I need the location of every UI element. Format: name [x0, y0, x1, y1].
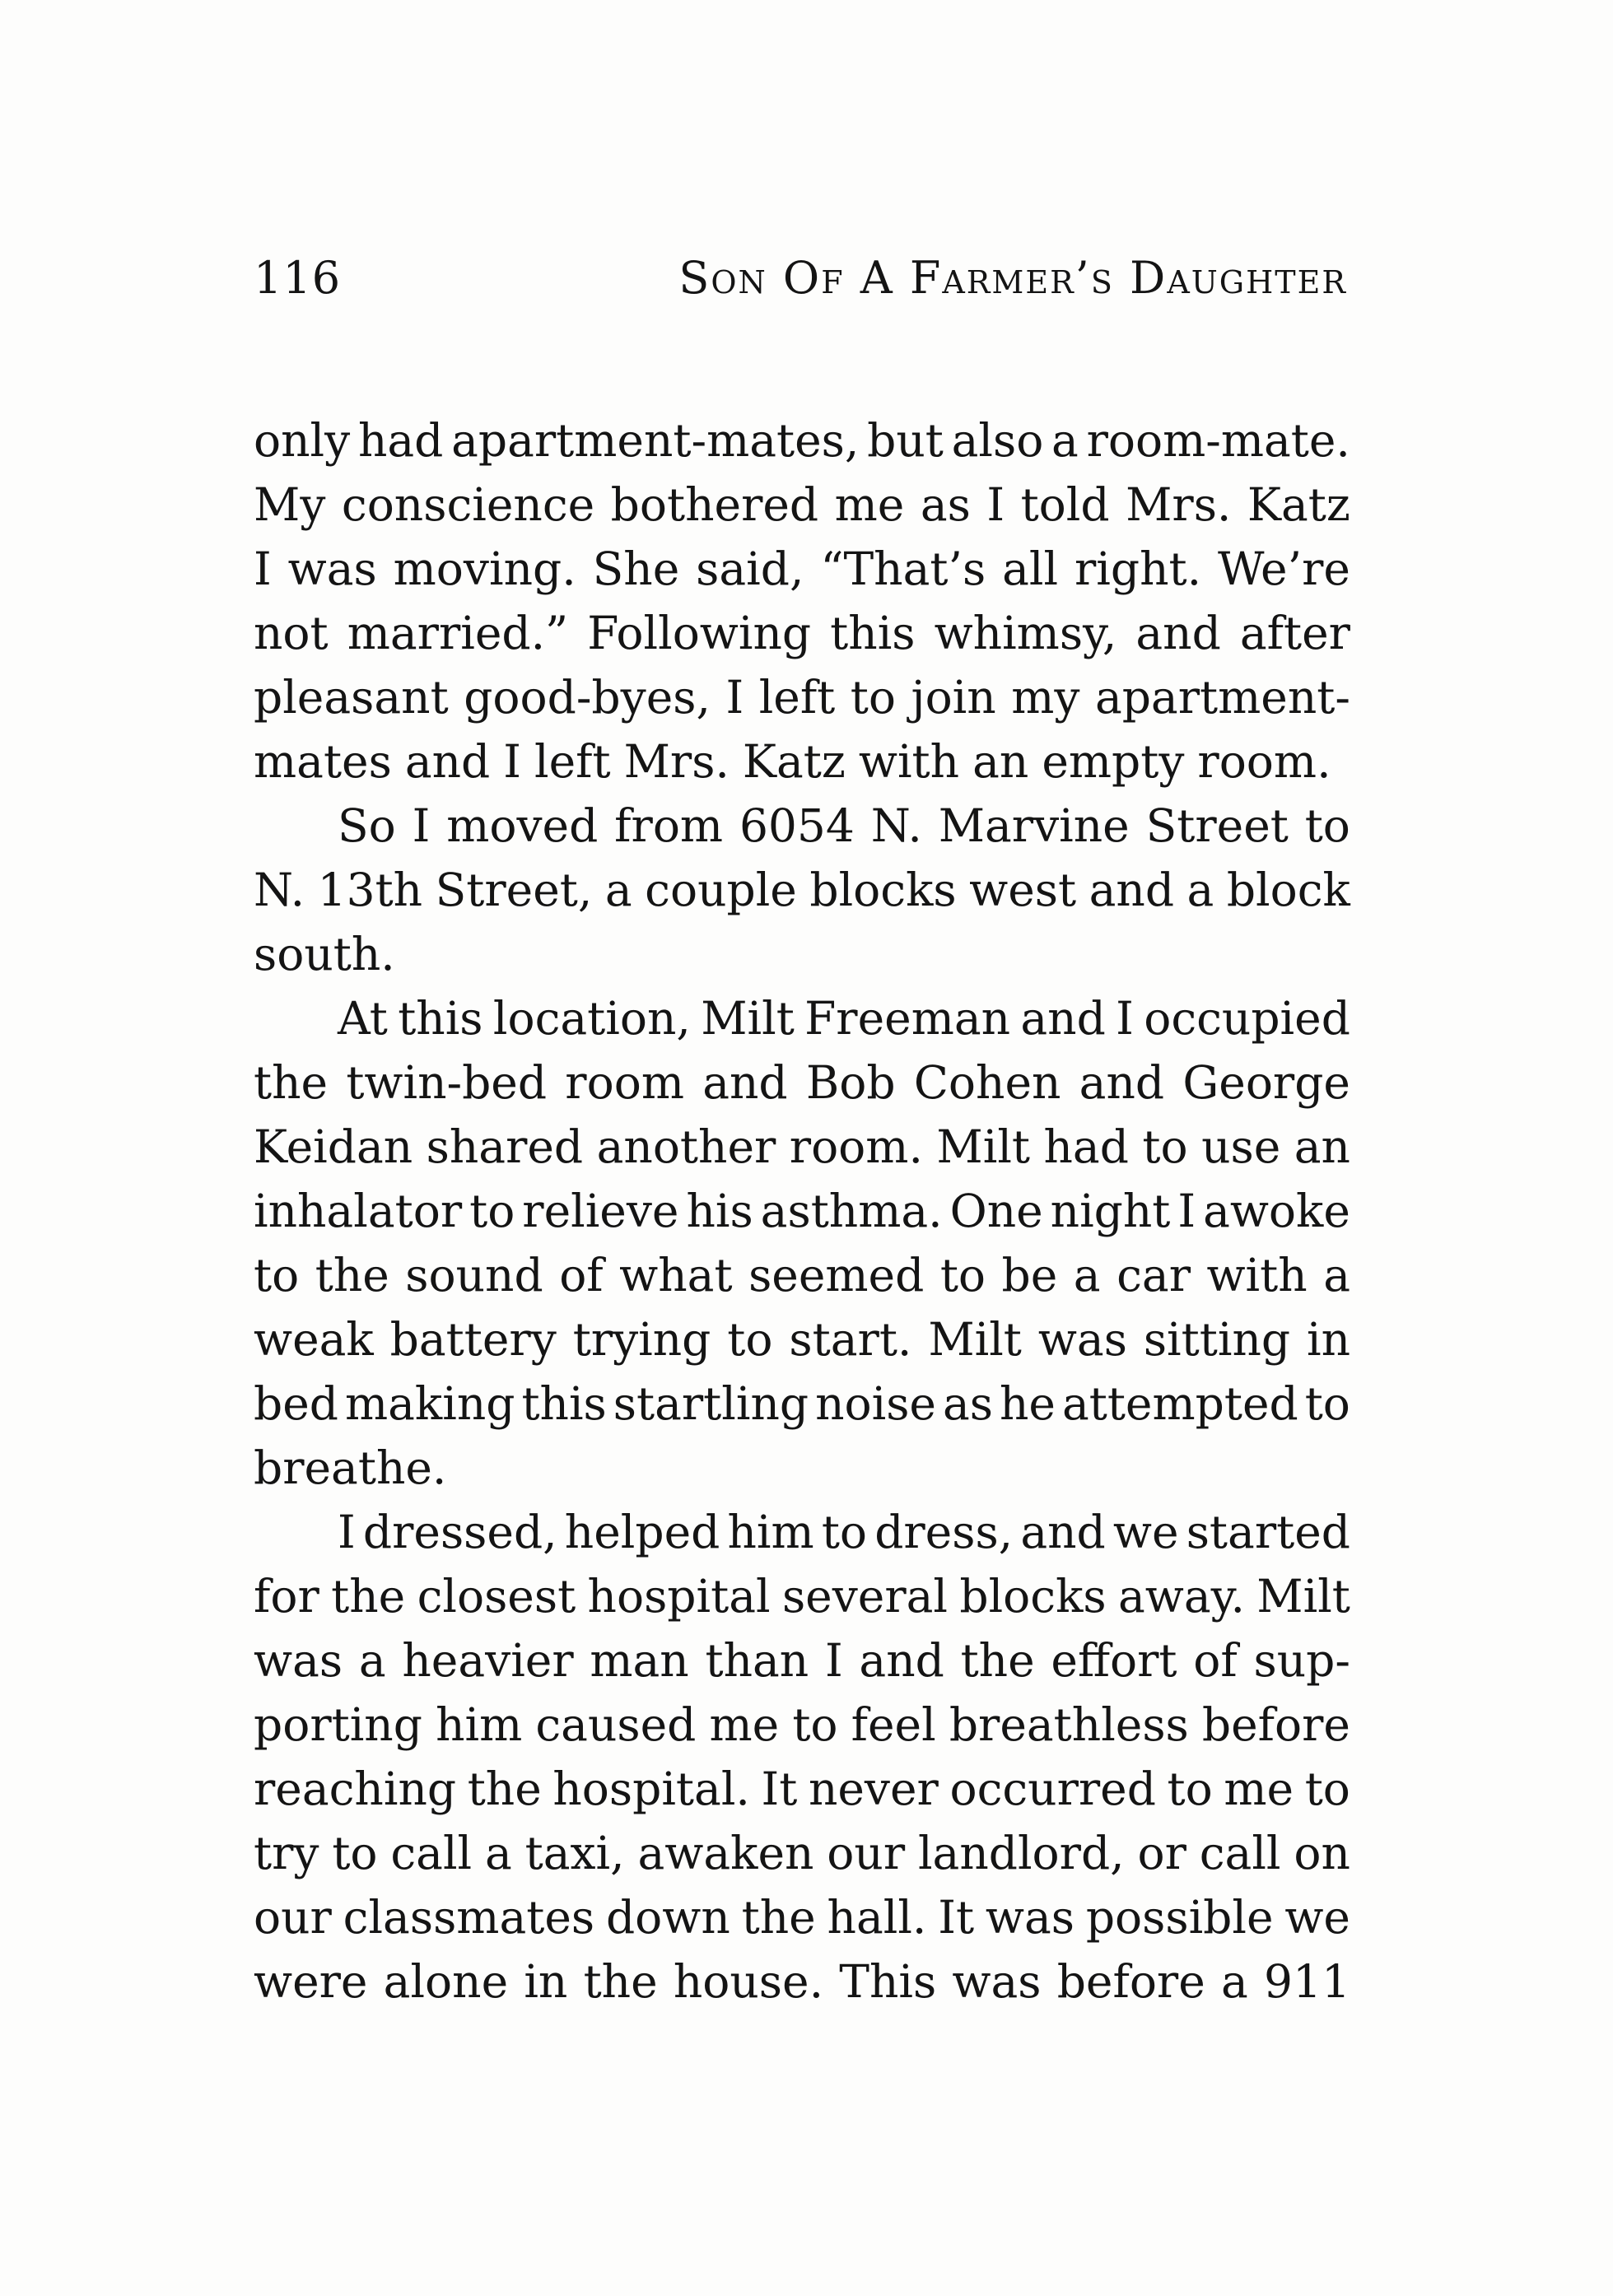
word: mates: [254, 735, 392, 788]
word: our: [254, 1891, 332, 1944]
word: Milt: [701, 992, 795, 1045]
word: porting: [254, 1698, 422, 1751]
word: to: [1167, 1763, 1213, 1815]
word: several: [781, 1570, 949, 1623]
text-line: [254, 922, 1350, 986]
word: the: [254, 1056, 329, 1109]
word: caused: [535, 1698, 697, 1751]
word: and: [859, 1634, 944, 1687]
word: sup-: [1253, 1634, 1350, 1687]
word: this: [830, 607, 916, 659]
word: of: [559, 1249, 604, 1302]
word: in: [524, 1955, 568, 2008]
word: south.: [254, 928, 395, 980]
word: left: [534, 735, 611, 788]
word: with: [858, 735, 960, 788]
word: location,: [492, 992, 691, 1045]
word: join: [911, 671, 996, 724]
text-line: [254, 408, 1350, 473]
word: Mrs.: [623, 735, 730, 788]
word: another: [596, 1120, 776, 1173]
word: Marvine: [938, 799, 1130, 852]
word: hospital.: [552, 1763, 750, 1815]
word: away.: [1118, 1570, 1245, 1623]
word: room: [565, 1056, 684, 1109]
word: and: [1020, 992, 1106, 1045]
word: with: [1206, 1249, 1308, 1302]
word: and: [702, 1056, 788, 1109]
word: startling: [613, 1377, 809, 1430]
text-line: [254, 1179, 1350, 1243]
word: he: [999, 1377, 1056, 1430]
word: I: [725, 671, 744, 724]
word: only: [254, 414, 351, 467]
word: pleasant: [254, 671, 449, 724]
text-line: [254, 1885, 1350, 1949]
word: helped: [564, 1506, 720, 1558]
text-line: [254, 1050, 1350, 1115]
word: as: [920, 478, 971, 531]
word: weak: [254, 1313, 374, 1366]
running-head: [254, 245, 1347, 311]
word: Mrs.: [1126, 478, 1232, 531]
word: this: [521, 1377, 607, 1430]
word: was: [985, 1891, 1075, 1944]
text-line: [254, 1372, 1350, 1436]
word: bed: [254, 1377, 338, 1430]
running-title: Son Of A Farmer’s Daughter: [678, 252, 1347, 304]
word: taxi,: [524, 1827, 625, 1879]
word: a: [1051, 414, 1079, 467]
word: me: [1224, 1763, 1294, 1815]
word: left: [758, 671, 836, 724]
word: this: [398, 992, 483, 1045]
word: bothered: [610, 478, 819, 531]
page-number: 116: [254, 252, 342, 304]
word: battery: [389, 1313, 557, 1366]
word: never: [808, 1763, 939, 1815]
text-line: [254, 537, 1350, 601]
word: on: [1294, 1827, 1350, 1879]
word: call: [1199, 1827, 1281, 1879]
word: of: [1193, 1634, 1238, 1687]
word: not: [254, 607, 329, 659]
word: breathe.: [254, 1441, 447, 1494]
word: Street,: [435, 864, 593, 916]
word: twin-bed: [346, 1056, 548, 1109]
word: call: [390, 1827, 473, 1879]
word: what: [619, 1249, 733, 1302]
word: couple: [645, 864, 797, 916]
word: conscience: [341, 478, 595, 531]
word: right.: [1074, 543, 1202, 595]
word: an: [1294, 1120, 1350, 1173]
word: as: [942, 1377, 993, 1430]
word: breathless: [949, 1698, 1189, 1751]
word: empty: [1042, 735, 1185, 788]
text-line: [254, 665, 1350, 729]
word: 6054: [739, 799, 855, 852]
word: room.: [1197, 735, 1331, 788]
word: apartment-: [1094, 671, 1350, 724]
word: noise: [815, 1377, 936, 1430]
word: room-mate.: [1086, 414, 1350, 467]
word: I: [824, 1634, 843, 1687]
word: our: [827, 1827, 906, 1879]
word: “That’s: [820, 543, 986, 595]
word: Following: [587, 607, 812, 659]
word: a: [1220, 1955, 1248, 2008]
word: This: [839, 1955, 937, 2008]
word: his: [686, 1185, 753, 1237]
word: the: [315, 1249, 389, 1302]
word: was: [287, 543, 377, 595]
word: said,: [696, 543, 804, 595]
word: and: [1089, 864, 1175, 916]
word: seemed: [748, 1249, 925, 1302]
word: be: [1001, 1249, 1058, 1302]
word: classmates: [343, 1891, 595, 1944]
word: feel: [851, 1698, 936, 1751]
word: I: [254, 543, 272, 595]
word: block: [1226, 864, 1350, 916]
word: blocks: [809, 864, 957, 916]
word: I: [986, 478, 1005, 531]
word: 911: [1263, 1955, 1350, 2008]
word: and: [1020, 1506, 1106, 1558]
word: It: [938, 1891, 975, 1944]
word: to: [850, 671, 897, 724]
text-line: [254, 1500, 1350, 1564]
word: inhalator: [254, 1185, 463, 1237]
word: from: [614, 799, 724, 852]
word: we: [1112, 1506, 1179, 1558]
text-line: [254, 794, 1350, 858]
word: Katz: [1247, 478, 1350, 531]
text-line: [254, 1243, 1350, 1307]
word: closest: [417, 1570, 576, 1623]
word: the: [741, 1891, 816, 1944]
word: Keidan: [254, 1120, 413, 1173]
text-line: [254, 986, 1350, 1050]
word: was: [952, 1955, 1042, 2008]
word: married.”: [347, 607, 569, 659]
word: to: [1304, 1377, 1350, 1430]
word: but: [867, 414, 944, 467]
word: we: [1284, 1891, 1350, 1944]
word: house.: [673, 1955, 824, 2008]
word: alone: [383, 1955, 509, 2008]
word: try: [254, 1827, 319, 1879]
word: I: [338, 1506, 356, 1558]
word: down: [605, 1891, 730, 1944]
word: also: [951, 414, 1044, 467]
word: She: [592, 543, 680, 595]
text-line: [254, 1564, 1350, 1628]
text-line: [254, 1949, 1350, 2014]
word: in: [1306, 1313, 1350, 1366]
word: to: [1304, 1763, 1350, 1815]
word: him: [727, 1506, 814, 1558]
word: One: [949, 1185, 1043, 1237]
word: It: [761, 1763, 798, 1815]
word: occupied: [1144, 992, 1350, 1045]
word: awoke: [1203, 1185, 1350, 1237]
word: and: [1135, 607, 1221, 659]
word: good-byes,: [464, 671, 711, 724]
word: to: [469, 1185, 515, 1237]
word: So: [338, 799, 396, 852]
word: George: [1182, 1056, 1350, 1109]
word: blocks: [959, 1570, 1107, 1623]
text-line: [254, 1115, 1350, 1179]
word: apartment-mates,: [451, 414, 860, 467]
word: and: [1079, 1056, 1165, 1109]
word: effort: [1051, 1634, 1177, 1687]
word: to: [1304, 799, 1350, 852]
word: I: [1116, 992, 1134, 1045]
word: landlord,: [917, 1827, 1125, 1879]
word: Bob: [805, 1056, 896, 1109]
word: a: [1186, 864, 1214, 916]
word: had: [1043, 1120, 1129, 1173]
word: sitting: [1143, 1313, 1291, 1366]
word: to: [254, 1249, 300, 1302]
word: was: [254, 1634, 343, 1687]
word: occurred: [949, 1763, 1156, 1815]
word: dress,: [874, 1506, 1014, 1558]
text-line: [254, 1628, 1350, 1693]
word: a: [1073, 1249, 1101, 1302]
word: Katz: [742, 735, 846, 788]
word: At: [338, 992, 388, 1045]
word: me: [709, 1698, 780, 1751]
word: to: [821, 1506, 868, 1558]
word: an: [972, 735, 1029, 788]
text-line: [254, 1693, 1350, 1757]
word: west: [969, 864, 1077, 916]
text-line: [254, 1821, 1350, 1885]
word: to: [792, 1698, 838, 1751]
word: My: [254, 478, 326, 531]
word: hospital: [587, 1570, 771, 1623]
word: N.: [870, 799, 922, 852]
word: my: [1011, 671, 1080, 724]
word: or: [1137, 1827, 1186, 1879]
text-line: [254, 473, 1350, 537]
word: I: [1177, 1185, 1196, 1237]
word: a: [485, 1827, 512, 1879]
word: a: [604, 864, 632, 916]
word: use: [1201, 1120, 1281, 1173]
word: moved: [446, 799, 599, 852]
text-line: [254, 1436, 1350, 1500]
word: Milt: [928, 1313, 1022, 1366]
word: to: [727, 1313, 773, 1366]
word: reaching: [254, 1763, 457, 1815]
word: before: [1056, 1955, 1205, 2008]
word: start.: [789, 1313, 912, 1366]
word: making: [344, 1377, 515, 1430]
word: hall.: [827, 1891, 927, 1944]
word: told: [1020, 478, 1110, 531]
word: were: [254, 1955, 368, 2008]
word: started: [1186, 1506, 1350, 1558]
word: to: [332, 1827, 378, 1879]
word: We’re: [1218, 543, 1350, 595]
word: sound: [405, 1249, 543, 1302]
word: the: [331, 1570, 406, 1623]
word: a: [1323, 1249, 1350, 1302]
word: attempted: [1061, 1377, 1298, 1430]
text-line: [254, 1307, 1350, 1372]
word: after: [1239, 607, 1350, 659]
word: relieve: [522, 1185, 679, 1237]
text-line: [254, 858, 1350, 922]
word: I: [503, 735, 521, 788]
word: than: [705, 1634, 809, 1687]
word: trying: [572, 1313, 711, 1366]
word: to: [1142, 1120, 1188, 1173]
word: and: [404, 735, 491, 788]
word: asthma.: [760, 1185, 943, 1237]
word: moving.: [393, 543, 576, 595]
text-line: [254, 601, 1350, 665]
word: I: [412, 799, 431, 852]
word: had: [357, 414, 444, 467]
word: room.: [789, 1120, 923, 1173]
word: the: [583, 1955, 658, 2008]
word: heavier: [402, 1634, 574, 1687]
word: possible: [1085, 1891, 1274, 1944]
text-line: [254, 729, 1350, 794]
word: to: [939, 1249, 986, 1302]
word: the: [467, 1763, 542, 1815]
word: a: [358, 1634, 386, 1687]
word: 13th: [317, 864, 423, 916]
word: Cohen: [913, 1056, 1061, 1109]
text-line: [254, 1757, 1350, 1821]
word: the: [960, 1634, 1035, 1687]
word: Milt: [1256, 1570, 1350, 1623]
word: him: [436, 1698, 523, 1751]
word: whimsy,: [934, 607, 1117, 659]
word: Freeman: [804, 992, 1011, 1045]
word: shared: [426, 1120, 584, 1173]
word: car: [1117, 1249, 1191, 1302]
word: awaken: [637, 1827, 814, 1879]
word: Street: [1145, 799, 1289, 852]
word: N.: [254, 864, 305, 916]
word: night: [1050, 1185, 1171, 1237]
word: all: [1002, 543, 1059, 595]
body-text: [254, 408, 1350, 2014]
word: man: [590, 1634, 689, 1687]
word: me: [834, 478, 905, 531]
word: before: [1201, 1698, 1350, 1751]
word: for: [254, 1570, 319, 1623]
word: Milt: [936, 1120, 1031, 1173]
word: dressed,: [362, 1506, 557, 1558]
word: was: [1037, 1313, 1127, 1366]
